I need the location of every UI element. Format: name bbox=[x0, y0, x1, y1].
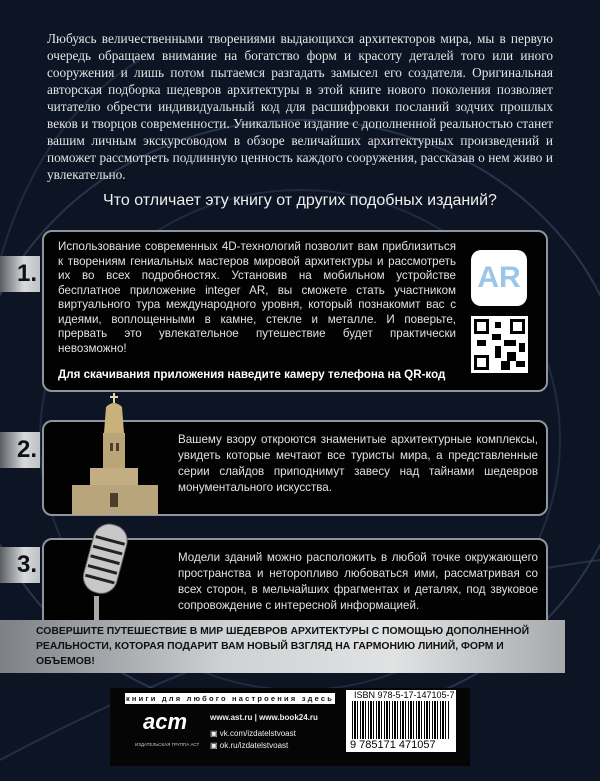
barcode-digits: 9 785171 471057 bbox=[350, 739, 436, 751]
ok-icon: ▣ bbox=[210, 741, 220, 750]
publisher-footer bbox=[110, 688, 470, 766]
feature-text: Использование современных 4D-технологий позволит вам приблизиться к творениям гениальных мастеров мировой архитектуры и рассмотреть их во всех подробностях. Установив на мобильном устройстве бесплатное приложение integer AR, вы сможете стать участником виртуального тура международного уровня, который познакомит вас с идеями, воплощенными в камне, стекле и металле. И поверьте, прервать это увлекательное путешествие будет практически невозможно! bbox=[58, 240, 456, 355]
feature-number-1: 1. bbox=[0, 256, 40, 292]
ar-app-icon: AR bbox=[471, 250, 527, 306]
ok-link[interactable]: ok.ru/izdatelstvoast bbox=[219, 741, 289, 750]
feature-number-3: 3. bbox=[0, 547, 40, 583]
microphone-image bbox=[78, 520, 134, 630]
vk-link[interactable]: vk.com/izdatelstvoast bbox=[219, 729, 296, 738]
promo-banner: СОВЕРШИТЕ ПУТЕШЕСТВИЕ В МИР ШЕДЕВРОВ АРХИТЕКТУРЫ С ПОМОЩЬЮ ДОПОЛНЕННОЙ РЕАЛЬНОСТИ, КОТОРАЯ ПОДАРИТ ВАМ НОВЫЙ ВЗГЛЯД НА ГАРМОНИЮ ЛИНИЙ, ФОРМ И ОБЪЕМОВ! bbox=[0, 620, 565, 673]
feature-text: Модели зданий можно расположить в любой точке окружающего пространства и неторопливо любоваться ими, рассматривая со всех сторон, в мельчайших фрагментах и деталях, под звуковое сопровождение с интересной информацией. bbox=[178, 551, 538, 612]
ast-logo: аст ИЗДАТЕЛЬСКАЯ ГРУППА АСТ bbox=[135, 709, 200, 747]
intro-paragraph: Любуясь величественными творениями выдающихся архитекторов мира, мы в первую очередь обращаем внимание на богатство форм и красоту деталей того или иного сооружения и лишь потом пытаемся разгадать замысел его создателя. Оригинальная авторская подборка шедевров архитектуры в этой книге нового поколения позволяет читателю обрести индивидуальный код для расшифровки посланий зодчих прошлых веков и творцов современности. Уникальное издание с дополненной реальностью станет вашим личным экскурсоводом в обзоре величайших архитектурных произведений и поможет рассмотреть подлинную ценность каждого сооружения, рассказав о нем живо и увлекательно. bbox=[47, 31, 553, 182]
feature-text: Вашему взору откроются знаменитые архитектурные комплексы, увидеть которые мечтают все туристы мира, а представленные серии слайдов приподнимут завесу над тайнами шедевров монументального искусства. bbox=[178, 433, 538, 494]
church-image bbox=[70, 393, 160, 515]
website-links[interactable]: www.ast.ru | www.book24.ru bbox=[210, 713, 318, 722]
isbn-text: ISBN 978-5-17-147105-7 bbox=[354, 690, 455, 700]
slogan: книги для любого настроения здесь bbox=[125, 694, 335, 703]
isbn-barcode bbox=[346, 690, 456, 752]
section-heading: Что отличает эту книгу от других подобных изданий? bbox=[103, 192, 497, 209]
vk-icon: ▣ bbox=[210, 729, 220, 738]
feature-number-2: 2. bbox=[0, 432, 40, 468]
qr-instruction: Для скачивания приложения наведите камеру телефона на QR-код bbox=[58, 368, 446, 381]
intro-section bbox=[47, 30, 553, 210]
feature-card-1 bbox=[42, 230, 548, 392]
qr-code bbox=[471, 316, 528, 373]
